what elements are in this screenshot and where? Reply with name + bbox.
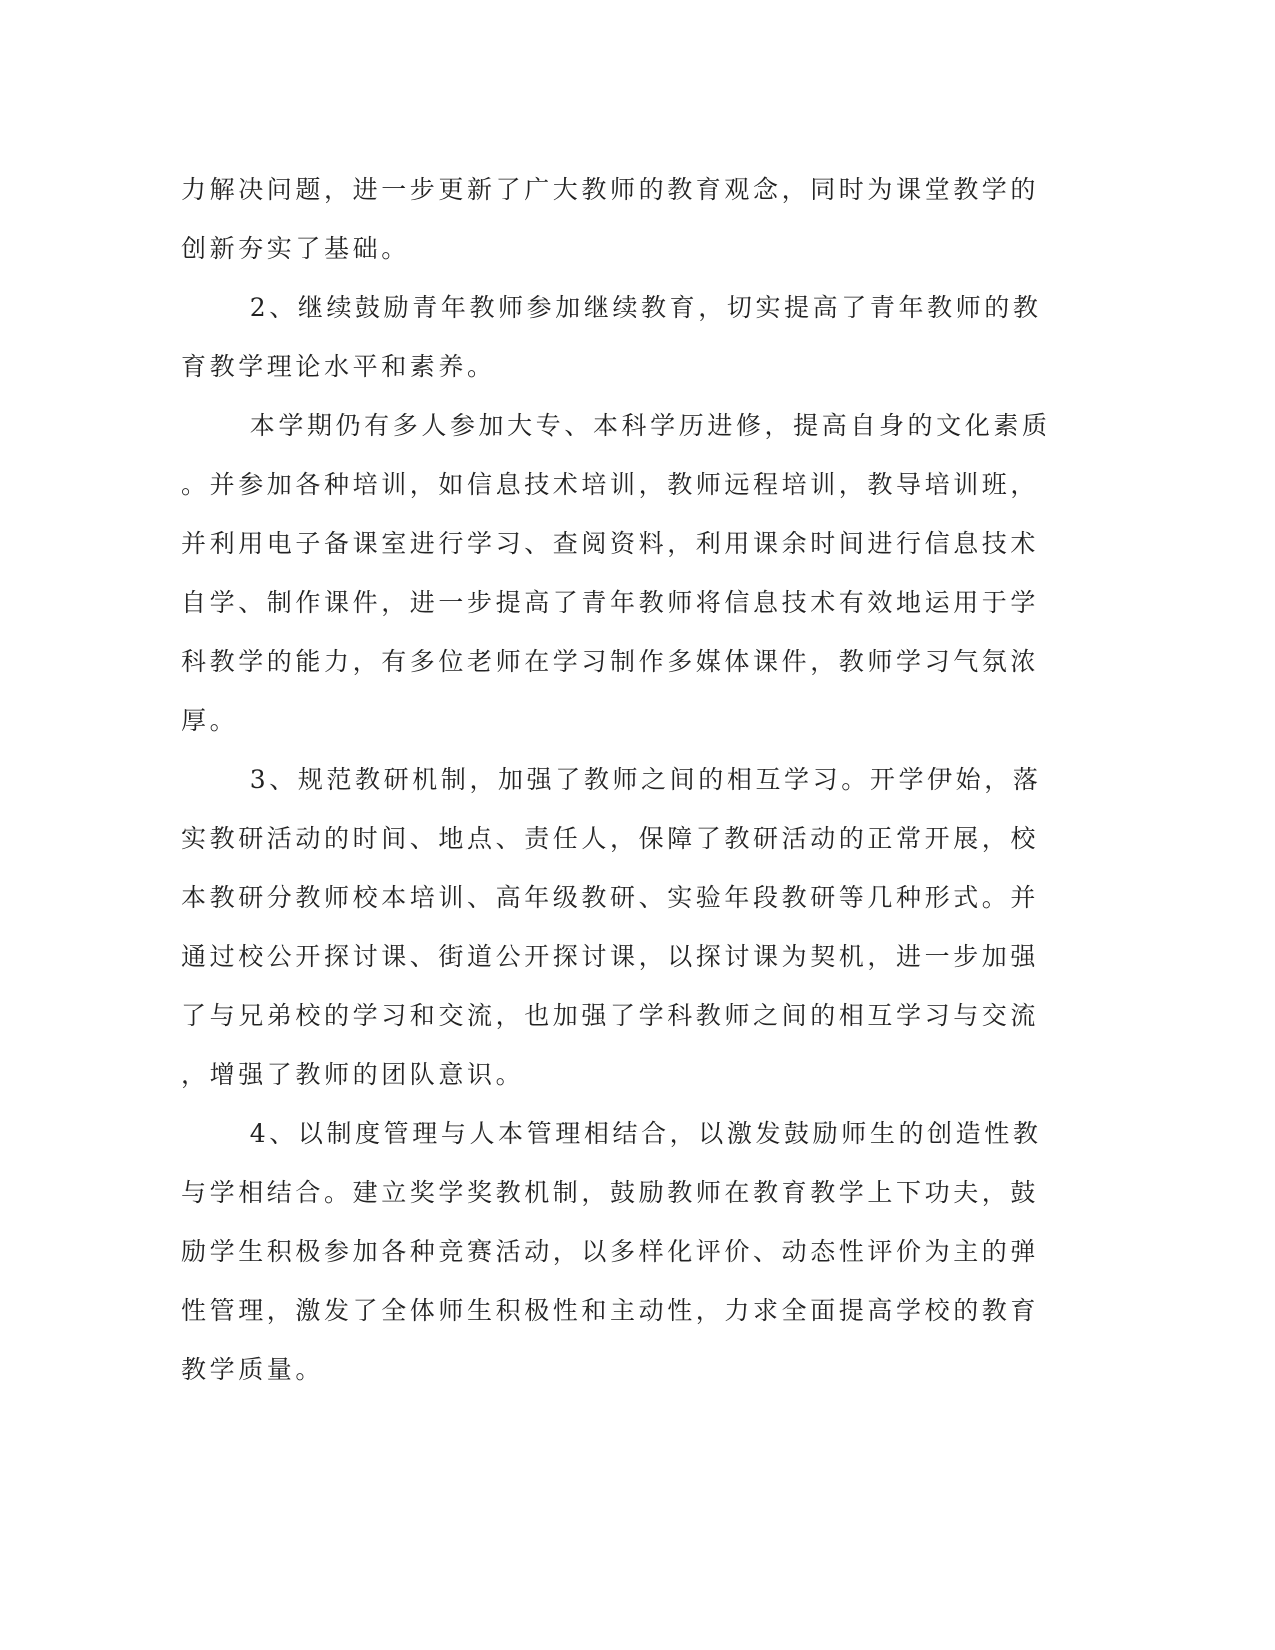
text-line: 本学期仍有多人参加大专、本科学历进修，提高自身的文化素质 [181, 411, 1051, 440]
text-line: 育教学理论水平和素养。 [181, 352, 496, 381]
text-line: 励学生积极参加各种竞赛活动，以多样化评价、动态性评价为主的弹 [181, 1237, 1040, 1266]
text-line: 力解决问题，进一步更新了广大教师的教育观念，同时为课堂教学的 [181, 175, 1040, 204]
text-line: 通过校公开探讨课、街道公开探讨课，以探讨课为契机，进一步加强 [181, 942, 1040, 971]
text-line: 了与兄弟校的学习和交流，也加强了学科教师之间的相互学习与交流 [181, 1001, 1040, 1030]
text-line: 自学、制作课件，进一步提高了青年教师将信息技术有效地运用于学 [181, 588, 1040, 617]
text-line: 与学相结合。建立奖学奖教机制，鼓励教师在教育教学上下功夫，鼓 [181, 1178, 1040, 1207]
body-text [181, 160, 1061, 1399]
text-line: 性管理，激发了全体师生积极性和主动性，力求全面提高学校的教育 [181, 1296, 1040, 1325]
text-line: ，增强了教师的团队意识。 [181, 1060, 525, 1089]
text-line: 教学质量。 [181, 1355, 325, 1384]
text-line: 3、规范教研机制，加强了教师之间的相互学习。开学伊始，落 [181, 765, 1042, 794]
text-line: 厚。 [181, 706, 239, 735]
text-line: 4、以制度管理与人本管理相结合，以激发鼓励师生的创造性教 [181, 1119, 1042, 1148]
text-line: 2、继续鼓励青年教师参加继续教育，切实提高了青年教师的教 [181, 293, 1042, 322]
text-line: 创新夯实了基础。 [181, 234, 410, 263]
text-line: 科教学的能力，有多位老师在学习制作多媒体课件，教师学习气氛浓 [181, 647, 1040, 676]
text-line: 并利用电子备课室进行学习、查阅资料，利用课余时间进行信息技术 [181, 529, 1040, 558]
text-line: 实教研活动的时间、地点、责任人，保障了教研活动的正常开展，校 [181, 824, 1040, 853]
text-line: 。并参加各种培训，如信息技术培训，教师远程培训，教导培训班， [181, 470, 1040, 499]
text-line: 本教研分教师校本培训、高年级教研、实验年段教研等几种形式。并 [181, 883, 1040, 912]
